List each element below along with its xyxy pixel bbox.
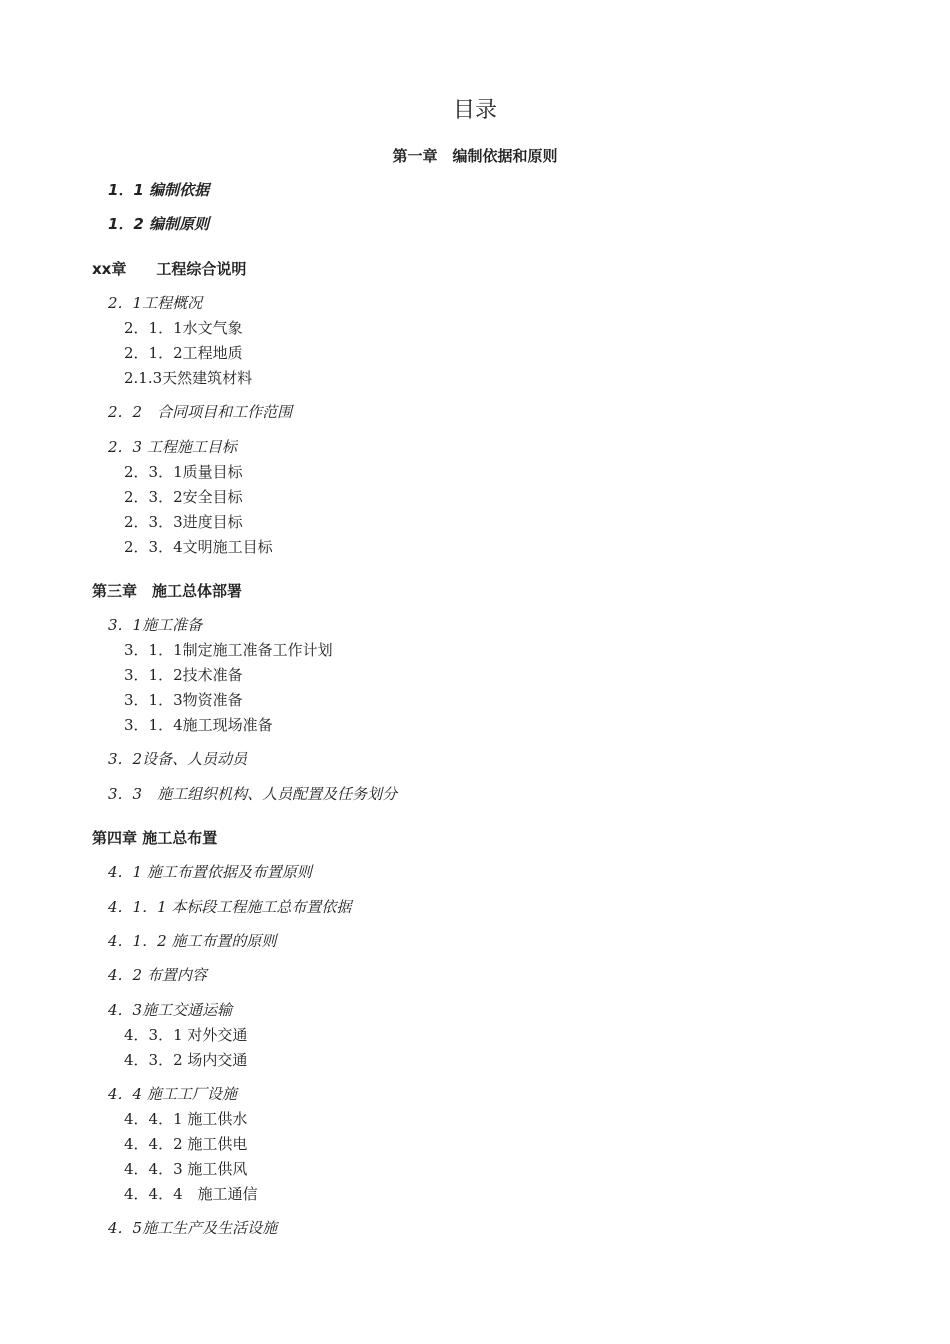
toc-sub-3-1-4[interactable]: 3．1．4施工现场准备	[124, 716, 273, 734]
toc-chapter-2[interactable]: xx章 工程综合说明	[92, 260, 247, 278]
toc-sub-2-3-1[interactable]: 2．3．1质量目标	[124, 463, 243, 481]
toc-sub-4-4-3[interactable]: 4．4．3 施工供风	[124, 1160, 248, 1178]
toc-sub-2-3-4[interactable]: 2．3．4文明施工目标	[124, 538, 273, 556]
toc-sub-3-1-2[interactable]: 3．1．2技术准备	[124, 666, 243, 684]
toc-sub-2-3-3[interactable]: 2．3．3进度目标	[124, 513, 243, 531]
toc-sub-4-3-1[interactable]: 4．3．1 对外交通	[124, 1026, 248, 1044]
toc-title: 目录	[452, 98, 497, 123]
toc-section-3-2[interactable]: 3．2设备、人员动员	[108, 750, 248, 768]
toc-section-2-1[interactable]: 2．1工程概况	[108, 294, 203, 312]
toc-section-4-1[interactable]: 4．1 施工布置依据及布置原则	[108, 863, 312, 881]
toc-sub-3-1-1[interactable]: 3．1．1制定施工准备工作计划	[124, 641, 333, 659]
toc-section-4-5[interactable]: 4．5施工生产及生活设施	[108, 1219, 278, 1237]
toc-section-1-2[interactable]: 1．2 编制原则	[108, 215, 210, 233]
toc-sub-2-1-3[interactable]: 2.1.3天然建筑材料	[124, 369, 253, 387]
toc-sub-2-1-1[interactable]: 2．1．1水文气象	[124, 319, 243, 337]
toc-chapter-3[interactable]: 第三章 施工总体部署	[92, 582, 243, 600]
toc-sub-3-1-3[interactable]: 3．1．3物资准备	[124, 691, 243, 709]
toc-section-3-1[interactable]: 3．1施工准备	[108, 616, 203, 634]
toc-chapter-4[interactable]: 第四章 施工总布置	[92, 829, 218, 847]
toc-section-3-3[interactable]: 3．3 施工组织机构、人员配置及任务划分	[108, 785, 398, 803]
toc-sub-4-4-1[interactable]: 4．4．1 施工供水	[124, 1110, 248, 1128]
toc-section-2-3[interactable]: 2．3 工程施工目标	[108, 438, 237, 456]
toc-chapter-1[interactable]: 第一章 编制依据和原则	[392, 147, 558, 165]
toc-sub-2-3-2[interactable]: 2．3．2安全目标	[124, 488, 243, 506]
toc-sub-4-4-4[interactable]: 4．4．4 施工通信	[124, 1185, 258, 1203]
toc-section-1-1[interactable]: 1．1 编制依据	[108, 181, 210, 199]
toc-sub-4-3-2[interactable]: 4．3．2 场内交通	[124, 1051, 248, 1069]
toc-sub-4-4-2[interactable]: 4．4．2 施工供电	[124, 1135, 248, 1153]
toc-sub-2-1-2[interactable]: 2．1．2工程地质	[124, 344, 243, 362]
toc-section-4-1-1[interactable]: 4．1．1 本标段工程施工总布置依据	[108, 898, 352, 916]
toc-section-4-3[interactable]: 4．3施工交通运输	[108, 1001, 233, 1019]
toc-section-2-2[interactable]: 2．2 合同项目和工作范围	[108, 403, 293, 421]
toc-section-4-2[interactable]: 4．2 布置内容	[108, 966, 207, 984]
toc-section-4-4[interactable]: 4．4 施工工厂设施	[108, 1085, 237, 1103]
toc-section-4-1-2[interactable]: 4．1．2 施工布置的原则	[108, 932, 277, 950]
